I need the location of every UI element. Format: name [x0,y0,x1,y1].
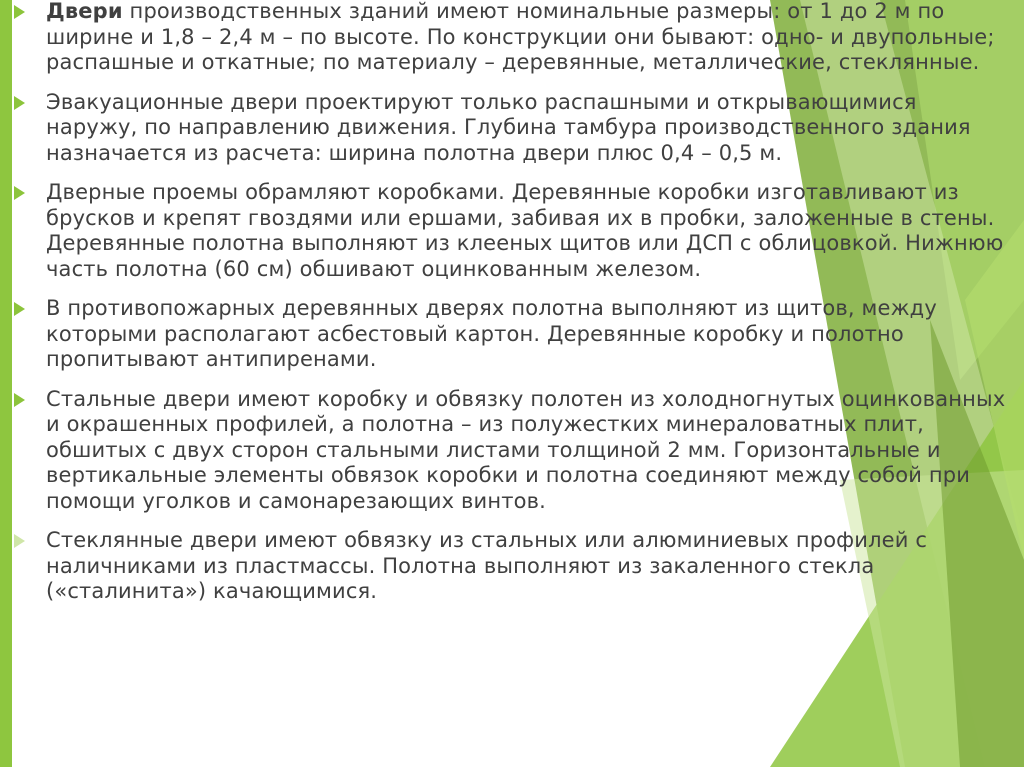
list-item [14,0,1009,76]
list-item [14,387,1009,515]
left-accent-bar [0,0,12,767]
list-item [14,90,1009,167]
paragraph-text: Стальные двери имеют коробку и обвязку полотен из холодногнутых оцинкованных и окрашенных профилей, а полотна – из полужестких минераловатных плит, обшитых с двух сторон стальными листами толщиной 2 мм. Горизонтальные и вертикальные элементы обвязок коробки и полотна соединяют между собой при помощи уголков и самонарезающих винтов. [46,386,1006,513]
triangle-bullet-icon [14,186,25,200]
bullet-list [14,0,1009,619]
triangle-bullet-icon [14,302,25,316]
triangle-bullet-icon [14,393,25,407]
triangle-bullet-icon [14,534,25,548]
paragraph-text: Стеклянные двери имеют обвязку из стальных или алюминиевых профилей с наличниками из пластмассы. Полотна выполняют из закаленного стекла («сталинита») качающимися. [46,528,928,603]
triangle-bullet-icon [14,5,25,19]
lead-term: Двери [46,0,123,23]
list-item [14,180,1009,282]
list-item [14,528,1009,605]
list-item [14,296,1009,373]
triangle-bullet-icon [14,96,25,110]
paragraph-text: производственных зданий имеют номинальные размеры: от 1 до 2 м по ширине и 1,8 – 2,4 м – по высоте. По конструкции они бывают: одно- и двупольные; распашные и откатные; по материалу – деревянные, металлические, стеклянные. [46,0,995,74]
paragraph-text: Эвакуационные двери проектируют только распашными и открывающимися наружу, по направлению движения. Глубина тамбура производственного здания назначается из расчета: ширина полотна двери плюс 0,4 – 0,5 м. [46,89,971,165]
paragraph-text: В противопожарных деревянных дверях полотна выполняют из щитов, между которыми располагают асбестовый картон. Деревянные коробку и полотно пропитывают антипиренами. [46,296,937,371]
paragraph-text: Дверные проемы обрамляют коробками. Деревянные коробки изготавливают из брусков и крепят гвоздями или ершами, забивая их в пробки, заложенные в стены. Деревянные полотна выполняют из клееных щитов или ДСП с облицовкой. Нижнюю часть полотна (60 см) обшивают оцинкованным железом. [46,180,1004,281]
